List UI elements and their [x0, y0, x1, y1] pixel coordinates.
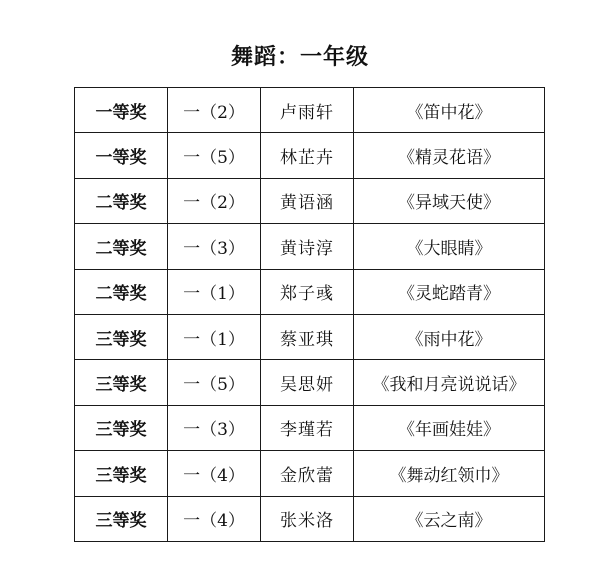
award-cell: 三等奖: [75, 360, 168, 405]
student-name-cell: 郑子彧: [261, 269, 354, 314]
student-name-cell: 吴思妍: [261, 360, 354, 405]
work-title-cell: 《年画娃娃》: [354, 405, 545, 450]
student-name-cell: 黄语涵: [261, 178, 354, 223]
work-title-cell: 《精灵花语》: [354, 133, 545, 178]
class-cell: 一（4）: [168, 496, 261, 541]
class-cell: 一（5）: [168, 133, 261, 178]
award-cell: 二等奖: [75, 178, 168, 223]
award-cell: 二等奖: [75, 269, 168, 314]
table-row: [75, 224, 545, 269]
work-title-cell: 《异域天使》: [354, 178, 545, 223]
award-cell: 一等奖: [75, 133, 168, 178]
class-cell: 一（2）: [168, 178, 261, 223]
work-title-cell: 《云之南》: [354, 496, 545, 541]
table-row: [75, 360, 545, 405]
award-cell: 三等奖: [75, 314, 168, 359]
award-cell: 二等奖: [75, 224, 168, 269]
student-name-cell: 金欣蕾: [261, 451, 354, 496]
table-row: [75, 451, 545, 496]
work-title-cell: 《雨中花》: [354, 314, 545, 359]
table-row: [75, 405, 545, 450]
student-name-cell: 卢雨轩: [261, 88, 354, 133]
class-cell: 一（2）: [168, 88, 261, 133]
table-row: [75, 269, 545, 314]
student-name-cell: 黄诗淳: [261, 224, 354, 269]
class-cell: 一（5）: [168, 360, 261, 405]
class-cell: 一（1）: [168, 269, 261, 314]
work-title-cell: 《舞动红领巾》: [354, 451, 545, 496]
table-row: [75, 178, 545, 223]
class-cell: 一（3）: [168, 405, 261, 450]
award-cell: 三等奖: [75, 496, 168, 541]
class-cell: 一（1）: [168, 314, 261, 359]
work-title-cell: 《我和月亮说说话》: [354, 360, 545, 405]
class-cell: 一（4）: [168, 451, 261, 496]
work-title-cell: 《大眼睛》: [354, 224, 545, 269]
table-row: [75, 133, 545, 178]
student-name-cell: 林芷卉: [261, 133, 354, 178]
student-name-cell: 张米洛: [261, 496, 354, 541]
page-title: 舞蹈：一年级: [230, 44, 369, 70]
table-row: [75, 496, 545, 541]
award-cell: 一等奖: [75, 88, 168, 133]
student-name-cell: 李瑾若: [261, 405, 354, 450]
class-cell: 一（3）: [168, 224, 261, 269]
award-cell: 三等奖: [75, 451, 168, 496]
student-name-cell: 蔡亚琪: [261, 314, 354, 359]
awards-table: [74, 87, 545, 542]
table-row: [75, 88, 545, 133]
work-title-cell: 《灵蛇踏青》: [354, 269, 545, 314]
work-title-cell: 《笛中花》: [354, 88, 545, 133]
award-cell: 三等奖: [75, 405, 168, 450]
table-row: [75, 314, 545, 359]
